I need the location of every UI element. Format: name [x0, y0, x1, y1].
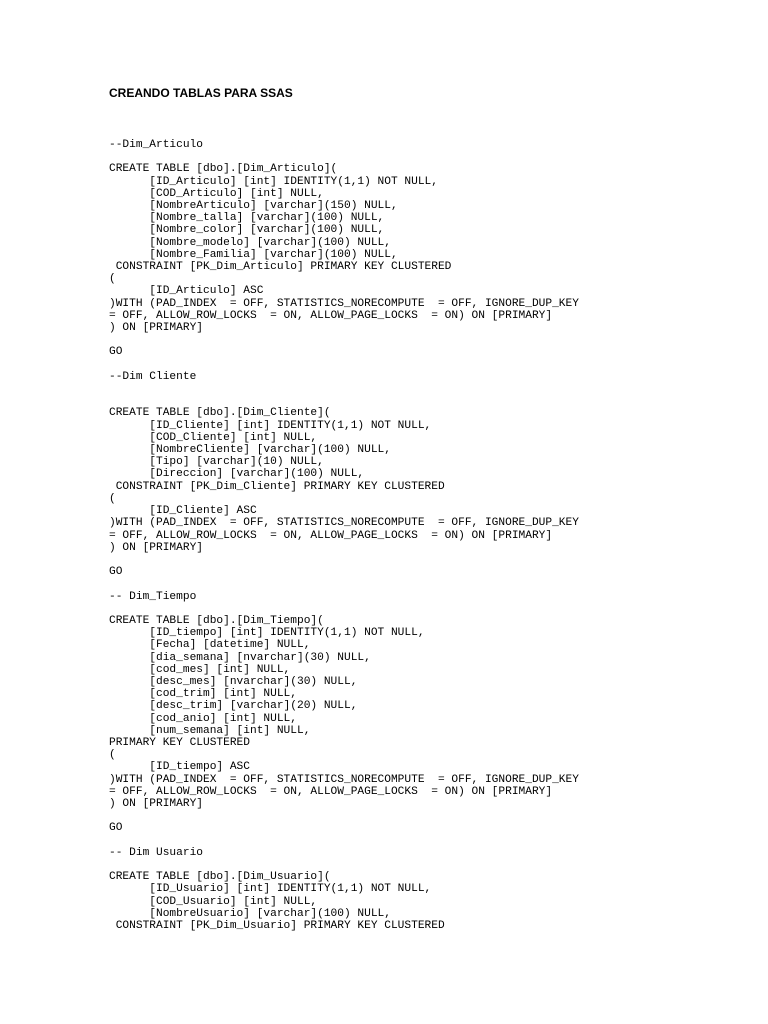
code-line: [Direccion] [varchar](100) NULL, — [109, 468, 365, 481]
code-line: [cod_anio] [int] NULL, — [109, 712, 297, 725]
code-line: --Dim Cliente — [109, 370, 197, 383]
sql-code-block — [109, 139, 579, 932]
code-line: GO — [109, 346, 123, 359]
code-line: ) ON [PRIMARY] — [109, 541, 203, 554]
code-line: [NombreArticulo] [varchar](150) NULL, — [109, 200, 398, 213]
code-line: = OFF, ALLOW_ROW_LOCKS = ON, ALLOW_PAGE_LOCKS = ON) ON [PRIMARY] — [109, 309, 553, 322]
code-line: [ID_Cliente] [int] IDENTITY(1,1) NOT NULL, — [109, 419, 432, 432]
code-line: [desc_mes] [nvarchar](30) NULL, — [109, 675, 358, 688]
code-line: [Fecha] [datetime] NULL, — [109, 639, 311, 652]
code-line: )WITH (PAD_INDEX = OFF, STATISTICS_NORECOMPUTE = OFF, IGNORE_DUP_KEY — [109, 297, 579, 310]
code-line: PRIMARY KEY CLUSTERED — [109, 736, 250, 749]
code-line: [ID_tiempo] [int] IDENTITY(1,1) NOT NULL, — [109, 627, 425, 640]
code-line: GO — [109, 822, 123, 835]
code-line: )WITH (PAD_INDEX = OFF, STATISTICS_NORECOMPUTE = OFF, IGNORE_DUP_KEY — [109, 773, 579, 786]
code-line: CREATE TABLE [dbo].[Dim_Articulo]( — [109, 163, 338, 176]
document-title: CREANDO TABLAS PARA SSAS — [109, 86, 293, 100]
code-line: )WITH (PAD_INDEX = OFF, STATISTICS_NORECOMPUTE = OFF, IGNORE_DUP_KEY — [109, 517, 579, 530]
code-line: [COD_Usuario] [int] NULL, — [109, 895, 318, 908]
code-line: CONSTRAINT [PK_Dim_Articulo] PRIMARY KEY CLUSTERED — [109, 261, 452, 274]
code-line: -- Dim Usuario — [109, 846, 203, 859]
code-line: --Dim_Articulo — [109, 139, 203, 151]
code-line: [COD_Cliente] [int] NULL, — [109, 431, 318, 444]
code-line: [Nombre_modelo] [varchar](100) NULL, — [109, 236, 391, 249]
code-line: GO — [109, 566, 123, 579]
code-line: [COD_Articulo] [int] NULL, — [109, 187, 324, 200]
code-line: -- Dim_Tiempo — [109, 590, 197, 603]
code-line: [dia_semana] [nvarchar](30) NULL, — [109, 651, 371, 664]
code-line: [desc_trim] [varchar](20) NULL, — [109, 700, 358, 713]
code-line: [ID_Articulo] ASC — [109, 285, 264, 298]
code-line: [Tipo] [varchar](10) NULL, — [109, 456, 324, 469]
code-line: ) ON [PRIMARY] — [109, 322, 203, 335]
code-line: [ID_Cliente] ASC — [109, 505, 257, 518]
code-line: [Nombre_Familia] [varchar](100) NULL, — [109, 248, 398, 261]
code-line: CONSTRAINT [PK_Dim_Cliente] PRIMARY KEY CLUSTERED — [109, 480, 445, 493]
code-line: [Nombre_color] [varchar](100) NULL, — [109, 224, 385, 237]
code-line: ) ON [PRIMARY] — [109, 797, 203, 810]
code-line: ( — [109, 492, 116, 505]
code-line: [cod_trim] [int] NULL, — [109, 688, 297, 701]
code-line: [NombreUsuario] [varchar](100) NULL, — [109, 907, 391, 920]
code-line: [ID_Articulo] [int] IDENTITY(1,1) NOT NULL, — [109, 175, 438, 188]
code-line: [Nombre_talla] [varchar](100) NULL, — [109, 212, 385, 225]
code-line: CREATE TABLE [dbo].[Dim_Cliente]( — [109, 407, 331, 420]
code-line: CREATE TABLE [dbo].[Dim_Usuario]( — [109, 871, 331, 884]
code-line: [ID_Usuario] [int] IDENTITY(1,1) NOT NULL, — [109, 883, 432, 896]
code-line: [ID_tiempo] ASC — [109, 761, 250, 774]
code-line: CONSTRAINT [PK_Dim_Usuario] PRIMARY KEY CLUSTERED — [109, 920, 445, 932]
code-line: ( — [109, 749, 116, 762]
code-line: [NombreCliente] [varchar](100) NULL, — [109, 444, 391, 457]
code-line: [num_semana] [int] NULL, — [109, 724, 311, 737]
code-line: = OFF, ALLOW_ROW_LOCKS = ON, ALLOW_PAGE_LOCKS = ON) ON [PRIMARY] — [109, 529, 553, 542]
code-line: [cod_mes] [int] NULL, — [109, 663, 291, 676]
code-line: CREATE TABLE [dbo].[Dim_Tiempo]( — [109, 614, 324, 627]
code-line: ( — [109, 273, 116, 286]
code-line: = OFF, ALLOW_ROW_LOCKS = ON, ALLOW_PAGE_LOCKS = ON) ON [PRIMARY] — [109, 785, 553, 798]
